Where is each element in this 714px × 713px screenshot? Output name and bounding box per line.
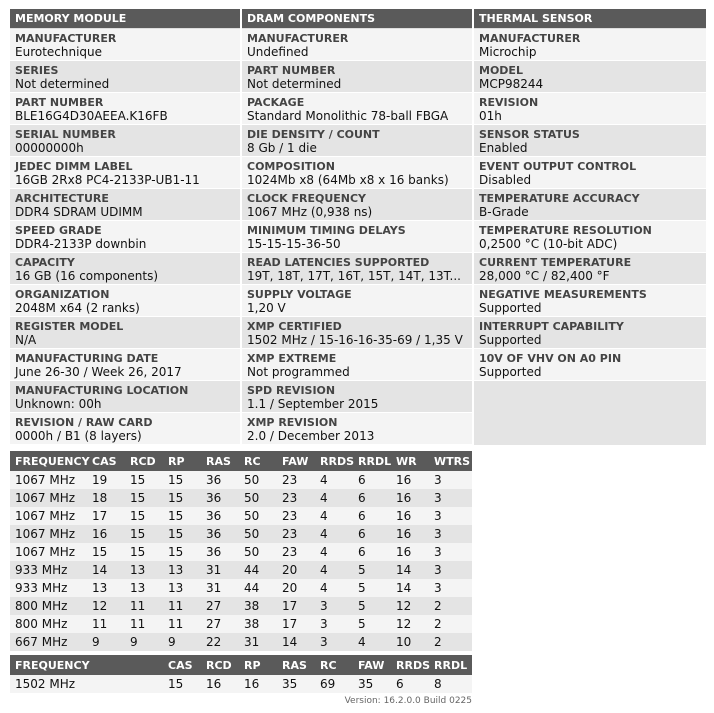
- info-label: CURRENT TEMPERATURE: [479, 256, 632, 269]
- info-row: [242, 381, 472, 413]
- memory-module-column: [10, 9, 240, 445]
- column-header: RRDL: [353, 451, 391, 471]
- table-cell: 1067 MHz: [10, 543, 87, 561]
- table-cell: 4: [315, 471, 353, 489]
- table-cell: 9: [87, 633, 125, 651]
- memory-module-header: MEMORY MODULE: [10, 9, 240, 29]
- dram-components-column: [242, 9, 472, 445]
- info-row: [474, 125, 706, 157]
- info-value: B-Grade: [479, 205, 529, 219]
- xmp-table: [10, 655, 472, 693]
- table-row: [10, 675, 472, 693]
- info-label: 10V OF VHV ON A0 PIN: [479, 352, 622, 365]
- table-cell: 12: [391, 597, 429, 615]
- info-row: [474, 285, 706, 317]
- table-cell: 16: [201, 675, 239, 693]
- table-cell: 38: [239, 597, 277, 615]
- table-cell: 6: [353, 489, 391, 507]
- info-row: [10, 413, 240, 445]
- info-label: REVISION: [479, 96, 539, 109]
- table-row: [10, 471, 472, 489]
- table-cell: 3: [429, 561, 472, 579]
- table-cell: 800 MHz: [10, 615, 87, 633]
- table-cell: 4: [315, 507, 353, 525]
- table-cell: 15: [163, 543, 201, 561]
- table-cell: 1067 MHz: [10, 525, 87, 543]
- info-value: Unknown: 00h: [15, 397, 102, 411]
- info-row: [242, 317, 472, 349]
- info-row: [10, 381, 240, 413]
- info-row: [242, 157, 472, 189]
- table-cell: 3: [429, 543, 472, 561]
- info-label: XMP REVISION: [247, 416, 338, 429]
- table-row: [10, 525, 472, 543]
- info-row: [242, 125, 472, 157]
- table-cell: 8: [429, 675, 472, 693]
- table-cell: 17: [277, 597, 315, 615]
- info-row: [242, 285, 472, 317]
- column-header: FREQUENCY: [10, 451, 87, 471]
- info-row: [242, 189, 472, 221]
- info-label: ARCHITECTURE: [15, 192, 109, 205]
- table-cell: 11: [125, 597, 163, 615]
- table-cell: 15: [163, 507, 201, 525]
- info-value: 16GB 2Rx8 PC4-2133P-UB1-11: [15, 173, 200, 187]
- column-header: RP: [163, 451, 201, 471]
- column-header: RRDS: [391, 655, 429, 675]
- table-cell: 11: [163, 615, 201, 633]
- table-cell: 4: [315, 525, 353, 543]
- column-header: CAS: [87, 451, 125, 471]
- table-cell: 3: [429, 579, 472, 597]
- info-value: DDR4 SDRAM UDIMM: [15, 205, 143, 219]
- column-header: RP: [239, 655, 277, 675]
- table-cell: 22: [201, 633, 239, 651]
- info-value: Supported: [479, 301, 542, 315]
- table-cell: 5: [353, 579, 391, 597]
- info-value: 0,2500 °C (10-bit ADC): [479, 237, 618, 251]
- info-label: XMP EXTREME: [247, 352, 337, 365]
- table-cell: 20: [277, 561, 315, 579]
- info-value: Disabled: [479, 173, 532, 187]
- table-cell: 13: [87, 579, 125, 597]
- table-row: [10, 579, 472, 597]
- info-label: SPD REVISION: [247, 384, 336, 397]
- info-value: 1,20 V: [247, 301, 286, 315]
- table-cell: 31: [201, 579, 239, 597]
- table-cell: 13: [125, 561, 163, 579]
- table-cell: 50: [239, 507, 277, 525]
- table-cell: 15: [163, 525, 201, 543]
- info-label: ORGANIZATION: [15, 288, 110, 301]
- info-label: SERIAL NUMBER: [15, 128, 116, 141]
- info-row: [10, 221, 240, 253]
- info-value: 01h: [479, 109, 502, 123]
- table-cell: 14: [87, 561, 125, 579]
- info-value: Not determined: [15, 77, 110, 91]
- table-cell: [87, 675, 163, 693]
- table-cell: 14: [277, 633, 315, 651]
- info-value: 1024Mb x8 (64Mb x8 x 16 banks): [247, 173, 449, 187]
- info-value: Supported: [479, 365, 542, 379]
- column-header: RC: [239, 451, 277, 471]
- table-row: [10, 543, 472, 561]
- table-cell: 13: [125, 579, 163, 597]
- table-cell: 16: [391, 543, 429, 561]
- table-cell: 2: [429, 597, 472, 615]
- table-cell: 35: [277, 675, 315, 693]
- info-row: [474, 61, 706, 93]
- table-cell: 15: [163, 675, 201, 693]
- table-cell: 27: [201, 615, 239, 633]
- table-cell: 667 MHz: [10, 633, 87, 651]
- table-cell: 50: [239, 543, 277, 561]
- info-value: 19T, 18T, 17T, 16T, 15T, 14T, 13T...: [247, 269, 461, 283]
- table-cell: 23: [277, 543, 315, 561]
- table-cell: 6: [391, 675, 429, 693]
- info-row: [474, 253, 706, 285]
- info-row: [474, 349, 706, 381]
- xmp-table-header-row: [10, 655, 472, 675]
- info-value: 15-15-15-36-50: [247, 237, 341, 251]
- table-cell: 15: [125, 543, 163, 561]
- info-value: Enabled: [479, 141, 528, 155]
- table-row: [10, 507, 472, 525]
- info-row: [242, 61, 472, 93]
- info-label: REGISTER MODEL: [15, 320, 124, 333]
- info-value: BLE16G4D30AEEA.K16FB: [15, 109, 168, 123]
- info-row: [474, 29, 706, 61]
- info-label: SPEED GRADE: [15, 224, 102, 237]
- info-label: TEMPERATURE ACCURACY: [479, 192, 640, 205]
- table-cell: 44: [239, 579, 277, 597]
- table-cell: 36: [201, 489, 239, 507]
- info-label: MANUFACTURING LOCATION: [15, 384, 189, 397]
- table-cell: 16: [391, 507, 429, 525]
- info-value: 1.1 / September 2015: [247, 397, 379, 411]
- column-header: RAS: [277, 655, 315, 675]
- table-cell: 3: [315, 597, 353, 615]
- info-label: SERIES: [15, 64, 59, 77]
- table-cell: 11: [163, 597, 201, 615]
- info-label: TEMPERATURE RESOLUTION: [479, 224, 652, 237]
- info-label: SENSOR STATUS: [479, 128, 580, 141]
- thermal-sensor-rows: [474, 29, 706, 381]
- info-label: MANUFACTURING DATE: [15, 352, 159, 365]
- table-cell: 27: [201, 597, 239, 615]
- info-value: 2048M x64 (2 ranks): [15, 301, 140, 315]
- table-cell: 23: [277, 507, 315, 525]
- info-value: 0000h / B1 (8 layers): [15, 429, 142, 443]
- column-header: [87, 655, 163, 675]
- dram-components-header: DRAM COMPONENTS: [242, 9, 472, 29]
- info-label: CLOCK FREQUENCY: [247, 192, 367, 205]
- table-row: [10, 633, 472, 651]
- info-row: [10, 125, 240, 157]
- table-cell: 23: [277, 471, 315, 489]
- info-value: Undefined: [247, 45, 309, 59]
- table-cell: 38: [239, 615, 277, 633]
- table-cell: 11: [87, 615, 125, 633]
- table-cell: 6: [353, 543, 391, 561]
- info-row: [242, 349, 472, 381]
- info-value: 16 GB (16 components): [15, 269, 159, 283]
- info-value: 1502 MHz / 15-16-16-35-69 / 1,35 V: [247, 333, 463, 347]
- info-value: 1067 MHz (0,938 ns): [247, 205, 373, 219]
- table-cell: 1067 MHz: [10, 489, 87, 507]
- table-cell: 12: [391, 615, 429, 633]
- info-row: [474, 317, 706, 349]
- table-cell: 4: [315, 561, 353, 579]
- info-label: DIE DENSITY / COUNT: [247, 128, 380, 141]
- info-label: XMP CERTIFIED: [247, 320, 342, 333]
- table-row: [10, 489, 472, 507]
- info-value: Supported: [479, 333, 542, 347]
- table-cell: 19: [87, 471, 125, 489]
- column-header: RRDS: [315, 451, 353, 471]
- table-cell: 16: [391, 489, 429, 507]
- table-cell: 2: [429, 615, 472, 633]
- table-cell: 11: [125, 615, 163, 633]
- table-cell: 15: [125, 507, 163, 525]
- info-row: [242, 253, 472, 285]
- table-cell: 69: [315, 675, 353, 693]
- table-cell: 15: [125, 471, 163, 489]
- info-value: DDR4-2133P downbin: [15, 237, 147, 251]
- table-cell: 9: [163, 633, 201, 651]
- table-cell: 3: [429, 471, 472, 489]
- dram-components-rows: [242, 29, 472, 445]
- table-cell: 36: [201, 525, 239, 543]
- info-row: [10, 189, 240, 221]
- table-cell: 15: [163, 471, 201, 489]
- table-cell: 36: [201, 471, 239, 489]
- table-cell: 36: [201, 543, 239, 561]
- info-row: [242, 29, 472, 61]
- thermal-sensor-column: [474, 9, 706, 445]
- column-header: RRDL: [429, 655, 472, 675]
- table-cell: 933 MHz: [10, 579, 87, 597]
- table-cell: 35: [353, 675, 391, 693]
- table-cell: 50: [239, 471, 277, 489]
- info-label: INTERRUPT CAPABILITY: [479, 320, 624, 333]
- table-cell: 50: [239, 525, 277, 543]
- table-cell: 3: [429, 507, 472, 525]
- table-cell: 3: [315, 633, 353, 651]
- info-label: JEDEC DIMM LABEL: [15, 160, 133, 173]
- column-header: FREQUENCY: [10, 655, 87, 675]
- info-label: READ LATENCIES SUPPORTED: [247, 256, 430, 269]
- thermal-sensor-filler: [474, 381, 706, 445]
- column-header: FAW: [277, 451, 315, 471]
- info-label: NEGATIVE MEASUREMENTS: [479, 288, 647, 301]
- info-value: 8 Gb / 1 die: [247, 141, 317, 155]
- info-label: MINIMUM TIMING DELAYS: [247, 224, 406, 237]
- info-row: [10, 29, 240, 61]
- info-value: June 26-30 / Week 26, 2017: [15, 365, 182, 379]
- table-cell: 15: [163, 489, 201, 507]
- table-cell: 31: [239, 633, 277, 651]
- table-cell: 20: [277, 579, 315, 597]
- info-row: [474, 157, 706, 189]
- memory-module-rows: [10, 29, 240, 445]
- table-cell: 5: [353, 615, 391, 633]
- info-row: [242, 221, 472, 253]
- info-row: [10, 61, 240, 93]
- column-header: RCD: [201, 655, 239, 675]
- info-label: MODEL: [479, 64, 523, 77]
- table-cell: 6: [353, 525, 391, 543]
- info-value: 2.0 / December 2013: [247, 429, 375, 443]
- column-header: WR: [391, 451, 429, 471]
- info-row: [10, 157, 240, 189]
- table-cell: 2: [429, 633, 472, 651]
- timing-table-header-row: [10, 451, 472, 471]
- table-cell: 31: [201, 561, 239, 579]
- info-row: [242, 93, 472, 125]
- info-label: COMPOSITION: [247, 160, 335, 173]
- table-cell: 15: [125, 525, 163, 543]
- info-label: PART NUMBER: [247, 64, 336, 77]
- table-cell: 5: [353, 561, 391, 579]
- column-header: RCD: [125, 451, 163, 471]
- table-cell: 16: [391, 525, 429, 543]
- table-row: [10, 561, 472, 579]
- table-cell: 10: [391, 633, 429, 651]
- info-label: CAPACITY: [15, 256, 75, 269]
- table-cell: 12: [87, 597, 125, 615]
- info-row: [474, 189, 706, 221]
- timing-table: [10, 451, 472, 651]
- table-cell: 5: [353, 597, 391, 615]
- table-cell: 23: [277, 489, 315, 507]
- info-row: [474, 221, 706, 253]
- table-cell: 13: [163, 579, 201, 597]
- table-cell: 1067 MHz: [10, 507, 87, 525]
- table-cell: 3: [429, 489, 472, 507]
- info-row: [10, 285, 240, 317]
- table-cell: 14: [391, 579, 429, 597]
- table-cell: 16: [391, 471, 429, 489]
- info-value: 00000000h: [15, 141, 84, 155]
- table-cell: 16: [239, 675, 277, 693]
- table-cell: 933 MHz: [10, 561, 87, 579]
- version-label: Version: 16.2.0.0 Build 0225: [344, 696, 472, 706]
- column-header: RAS: [201, 451, 239, 471]
- info-label: MANUFACTURER: [479, 32, 581, 45]
- table-cell: 15: [87, 543, 125, 561]
- table-cell: 36: [201, 507, 239, 525]
- table-cell: 50: [239, 489, 277, 507]
- info-row: [10, 93, 240, 125]
- info-value: Eurotechnique: [15, 45, 103, 59]
- table-cell: 17: [277, 615, 315, 633]
- table-cell: 800 MHz: [10, 597, 87, 615]
- info-value: 28,000 °C / 82,400 °F: [479, 269, 610, 283]
- column-header: RC: [315, 655, 353, 675]
- thermal-sensor-header: THERMAL SENSOR: [474, 9, 706, 29]
- table-cell: 6: [353, 471, 391, 489]
- table-cell: 9: [125, 633, 163, 651]
- info-value: Microchip: [479, 45, 537, 59]
- table-cell: 4: [315, 489, 353, 507]
- table-cell: 1067 MHz: [10, 471, 87, 489]
- column-header: CAS: [163, 655, 201, 675]
- table-cell: 3: [315, 615, 353, 633]
- table-cell: 15: [125, 489, 163, 507]
- column-header: WTRS: [429, 451, 472, 471]
- info-row: [474, 93, 706, 125]
- info-label: PACKAGE: [247, 96, 305, 109]
- table-cell: 44: [239, 561, 277, 579]
- table-cell: 13: [163, 561, 201, 579]
- info-label: EVENT OUTPUT CONTROL: [479, 160, 637, 173]
- table-cell: 4: [315, 579, 353, 597]
- table-cell: 14: [391, 561, 429, 579]
- table-cell: 3: [429, 525, 472, 543]
- table-cell: 16: [87, 525, 125, 543]
- table-cell: 4: [315, 543, 353, 561]
- table-cell: 4: [353, 633, 391, 651]
- info-value: Standard Monolithic 78-ball FBGA: [247, 109, 449, 123]
- table-row: [10, 615, 472, 633]
- info-value: Not programmed: [247, 365, 350, 379]
- info-label: REVISION / RAW CARD: [15, 416, 153, 429]
- info-label: PART NUMBER: [15, 96, 104, 109]
- info-row: [10, 349, 240, 381]
- table-cell: 18: [87, 489, 125, 507]
- info-label: MANUFACTURER: [247, 32, 349, 45]
- table-cell: 6: [353, 507, 391, 525]
- info-row: [10, 253, 240, 285]
- info-value: N/A: [15, 333, 37, 347]
- info-row: [242, 413, 472, 445]
- table-cell: 23: [277, 525, 315, 543]
- info-value: Not determined: [247, 77, 342, 91]
- column-header: FAW: [353, 655, 391, 675]
- table-row: [10, 597, 472, 615]
- info-label: SUPPLY VOLTAGE: [247, 288, 352, 301]
- table-cell: 1502 MHz: [10, 675, 87, 693]
- table-cell: 17: [87, 507, 125, 525]
- info-value: MCP98244: [479, 77, 544, 91]
- info-label: MANUFACTURER: [15, 32, 117, 45]
- info-row: [10, 317, 240, 349]
